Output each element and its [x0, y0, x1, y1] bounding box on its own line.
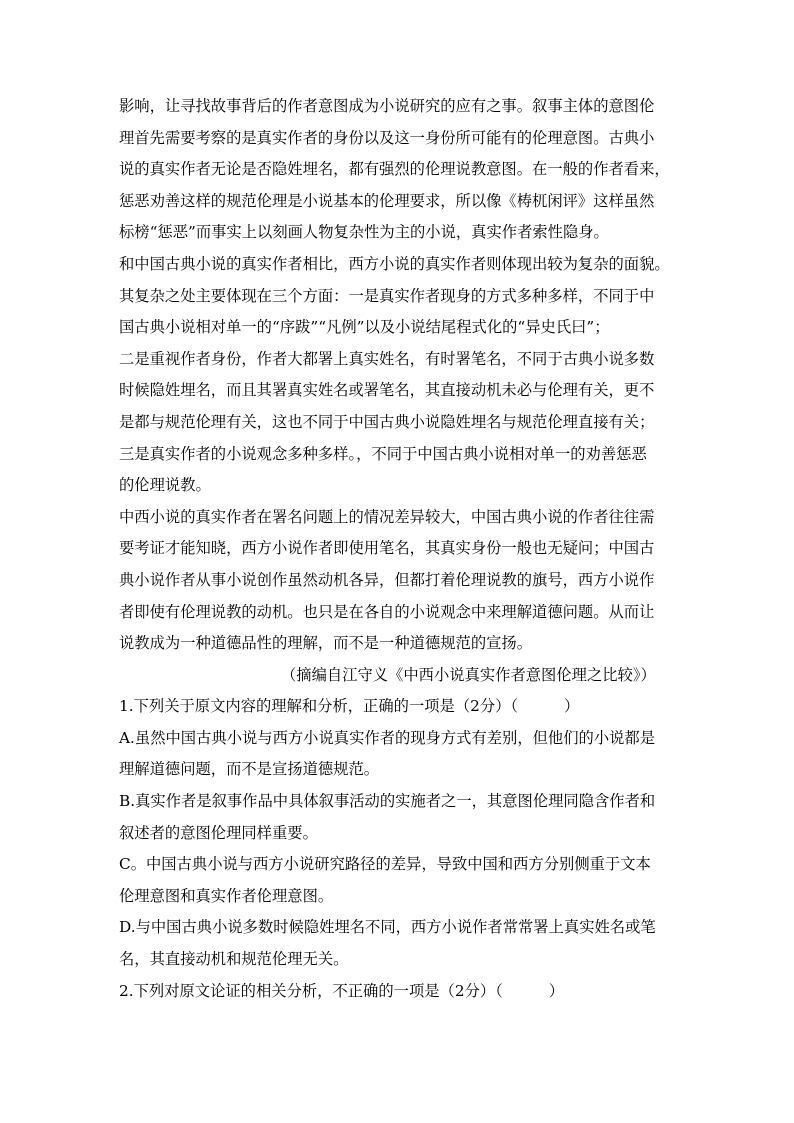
- option-d: [119, 912, 679, 975]
- text-line: 理首先需要考察的是真实作者的身份以及这一身份所可能有的伦理意图。古典小: [119, 128, 655, 147]
- text-line: 的伦理说教。: [119, 476, 211, 495]
- option-text: 叙述者的意图伦理同样重要。: [119, 823, 318, 842]
- question-stem: 2.下列对原文论证的相关分析，不正确的一项是（2分）（ ）: [119, 981, 564, 1000]
- option-text: 伦理意图和真实作者伦理意图。: [119, 886, 334, 905]
- text-line: 其复杂之处主要体现在三个方面：一是真实作者现身的方式多种多样，不同于中: [119, 286, 655, 305]
- question-1: [119, 691, 679, 975]
- option-a: [119, 723, 679, 786]
- option-text: C。中国古典小说与西方小说研究路径的差异，导致中国和西方分别侧重于文本: [119, 855, 651, 874]
- text-line: 典小说作者从事小说创作虽然动机各异，但都打着伦理说教的旗号，西方小说作: [119, 570, 655, 589]
- text-line: 是都与规范伦理有关，这也不同于中国古典小说隐姓埋名与规范伦理直接有关；: [119, 412, 655, 431]
- text-line: 影响，让寻找故事背后的作者意图成为小说研究的应有之事。叙事主体的意图伦: [119, 97, 655, 115]
- document-content: [119, 91, 679, 1007]
- text-line: 二是重视作者身份，作者大都署上真实姓名，有时署笔名，不同于古典小说多数: [119, 349, 655, 368]
- text-line: 国古典小说相对单一的“序跋”“凡例”以及小说结尾程式化的“异史氏曰”；: [119, 318, 610, 337]
- option-b: [119, 786, 679, 849]
- option-text: 理解道德问题，而不是宣扬道德规范。: [119, 760, 380, 779]
- text-line: 时候隐姓埋名，而且其署真实姓名或署笔名，其直接动机未必与伦理有关，更不: [119, 381, 655, 400]
- option-text: 名，其直接动机和规范伦理无关。: [119, 950, 349, 969]
- text-line: 标榜“惩恶”而事实上以刻画人物复杂性为主的小说，真实作者索性隐身。: [119, 223, 609, 242]
- option-c: [119, 849, 679, 912]
- text-line: 三是真实作者的小说观念多种多样。，不同于中国古典小说相对单一的劝善惩恶: [119, 444, 647, 463]
- paragraph-2: [119, 249, 679, 502]
- option-text: D.与中国古典小说多数时候隐姓埋名不同，西方小说作者常常署上真实姓名或笔: [119, 918, 656, 937]
- option-text: A.虽然中国古典小说与西方小说真实作者的现身方式有差别，但他们的小说都是: [119, 728, 656, 747]
- text-line: 者即使有伦理说教的动机。也只是在各自的小说观念中来理解道德问题。从而让: [119, 602, 655, 621]
- text-line: 惩恶劝善这样的规范伦理是小说基本的伦理要求，所以像《梼杌闲评》这样虽然: [119, 191, 655, 210]
- text-line: 要考证才能知晓，西方小说作者即使用笔名，其真实身份一般也无疑问；中国古: [119, 539, 655, 558]
- text-line: 和中国古典小说的真实作者相比，西方小说的真实作者则体现出较为复杂的面貌。: [119, 254, 670, 273]
- source-citation: （摘编自江守义《中西小说真实作者意图伦理之比较》）: [281, 665, 656, 684]
- paragraph-1: [119, 91, 679, 249]
- question-2: [119, 976, 679, 1008]
- paragraph-3: [119, 502, 679, 660]
- question-stem: 1.下列关于原文内容的理解和分析，正确的一项是（2分）（ ）: [119, 697, 580, 716]
- text-line: 中西小说的真实作者在署名问题上的情况差异较大，中国古典小说的作者往往需: [119, 507, 655, 526]
- option-text: B.真实作者是叙事作品中具体叙事活动的实施者之一，其意图伦理同隐含作者和: [119, 792, 656, 811]
- text-line: 说的真实作者无论是否隐姓埋名，都有强烈的伦理说教意图。在一般的作者看来，: [119, 160, 670, 179]
- text-line: 说教成为一种道德品性的理解，而不是一种道德规范的宣扬。: [119, 634, 533, 653]
